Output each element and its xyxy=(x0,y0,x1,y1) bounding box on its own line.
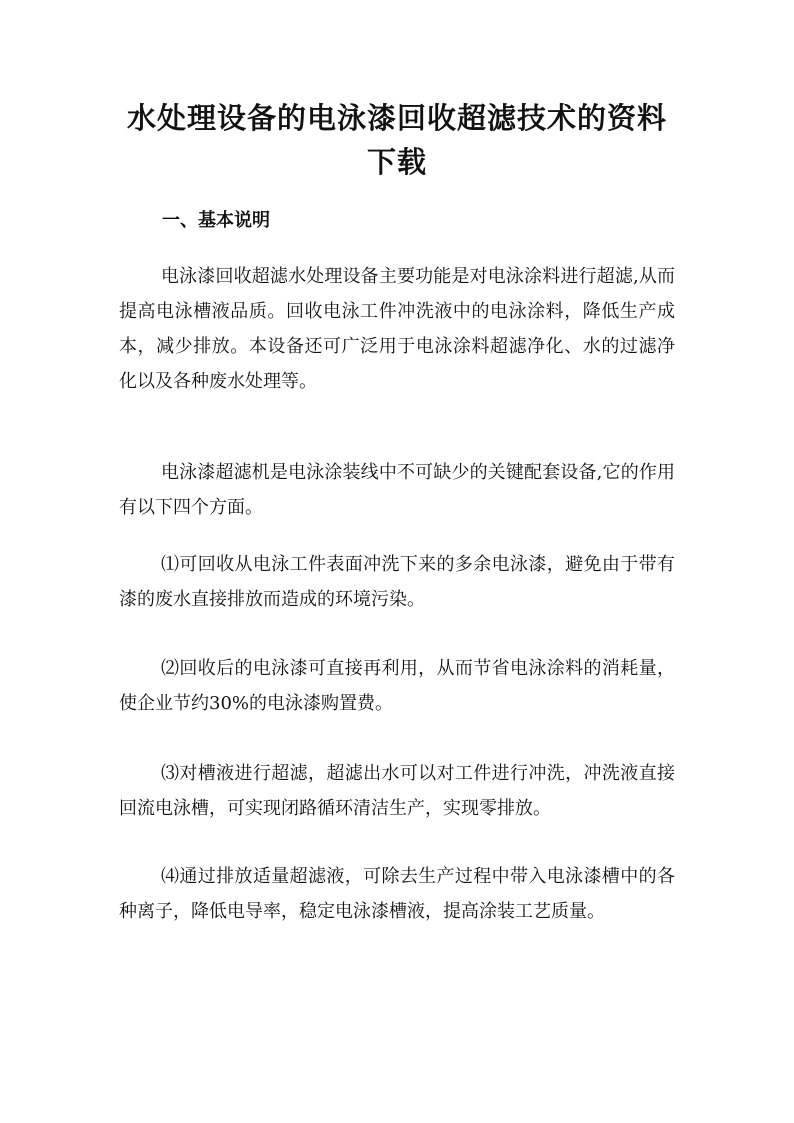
paragraph-point-2: ⑵回收后的电泳漆可直接再利用，从而节省电泳涂料的消耗量，使企业节约30%的电泳漆购置费。 xyxy=(119,658,675,714)
page-title: 水处理设备的电泳漆回收超滤技术的资料下载 xyxy=(126,101,667,179)
section-heading: 一、基本说明 xyxy=(162,210,270,231)
paragraph-point-3: ⑶对槽液进行超滤，超滤出水可以对工件进行冲洗，冲洗液直接回流电泳槽，可实现闭路循环清洁生产，实现零排放。 xyxy=(119,763,675,819)
paragraph-point-4: ⑷通过排放适量超滤液，可除去生产过程中带入电泳漆槽中的各种离子，降低电导率，稳定电泳漆槽液，提高涂装工艺质量。 xyxy=(119,866,675,922)
paragraph-overview: 电泳漆超滤机是电泳涂装线中不可缺少的关键配套设备,它的作用有以下四个方面。 xyxy=(119,462,675,518)
paragraph-intro: 电泳漆回收超滤水处理设备主要功能是对电泳涂料进行超滤,从而提高电泳槽液品质。回收电泳工件冲洗液中的电泳涂料，降低生产成本，减少排放。本设备还可广泛用于电泳涂料超滤净化、水的过滤净化以及各种废水处理等。 xyxy=(119,266,675,392)
paragraph-point-1: ⑴可回收从电泳工件表面冲洗下来的多余电泳漆，避免由于带有漆的废水直接排放而造成的环境污染。 xyxy=(119,554,675,610)
